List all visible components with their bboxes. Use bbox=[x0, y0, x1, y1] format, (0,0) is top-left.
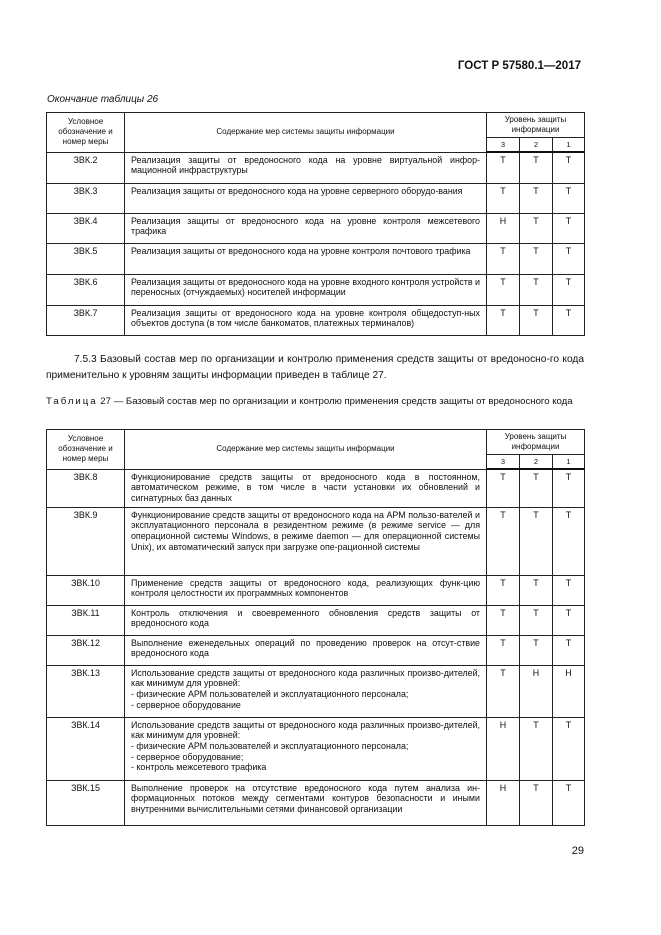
level-3-value: Т bbox=[487, 507, 520, 575]
table-row bbox=[47, 575, 585, 605]
level-1-value: Т bbox=[553, 605, 585, 635]
level-3-value: Т bbox=[487, 305, 520, 335]
table-row bbox=[47, 274, 585, 305]
level-2-value: Т bbox=[520, 305, 553, 335]
standard-code: ГОСТ Р 57580.1—2017 bbox=[457, 60, 581, 72]
measure-description bbox=[125, 717, 487, 780]
level-2-value: Т bbox=[520, 507, 553, 575]
measure-description: Функционирование средств защиты от вредоносного кода в постоянном, автоматическом режиме, в том числе в части установки их обновлений и сигнатурных баз данных bbox=[125, 469, 487, 507]
level-1-value: Т bbox=[553, 469, 585, 507]
measure-description: Выполнение еженедельных операций по проведению проверок на отсут-ствие вредоносного кода bbox=[125, 635, 487, 665]
table-row bbox=[47, 183, 585, 213]
table-row bbox=[47, 213, 585, 243]
level-1-value: Т bbox=[553, 717, 585, 780]
measure-list-item: - серверное оборудование; bbox=[131, 751, 244, 762]
measure-description: Применение средств защиты от вредоносного кода, реализующих функ-цию контроля целостности их программных компонентов bbox=[125, 575, 487, 605]
level-1-value: Т bbox=[553, 507, 585, 575]
level-1-value: Т bbox=[553, 575, 585, 605]
measure-code: ЗВК.4 bbox=[47, 213, 125, 243]
measure-code: ЗВК.12 bbox=[47, 635, 125, 665]
table-row bbox=[47, 243, 585, 274]
level-3-value: Т bbox=[487, 152, 520, 183]
header-level-2: 2 bbox=[520, 138, 553, 153]
measure-description: Выполнение проверок на отсутствие вредоносного кода путем анализа ин-формационных потоков между сегментами контуров безопасности и иными внутренними вычислительными сетями финансовой организации bbox=[125, 780, 487, 825]
measure-list-item: - физические АРМ пользователей и эксплуатационного персонала; bbox=[131, 740, 409, 751]
level-1-value: Т bbox=[553, 635, 585, 665]
table-row bbox=[47, 605, 585, 635]
table-26 bbox=[46, 112, 585, 336]
table-26-body bbox=[47, 152, 585, 335]
level-2-value: Н bbox=[520, 665, 553, 717]
level-2-value: Т bbox=[520, 469, 553, 507]
header-level-3: 3 bbox=[487, 455, 520, 470]
level-3-value: Т bbox=[487, 183, 520, 213]
table-row bbox=[47, 717, 585, 780]
section-7-5-3-paragraph: 7.5.3 Базовый состав мер по организации и контролю применения средств защиты от вредоносно-го кода применительно к уровням защиты информации приведен в таблице 27. bbox=[46, 354, 584, 381]
level-2-value: Т bbox=[520, 152, 553, 183]
level-1-value: Н bbox=[553, 665, 585, 717]
level-3-value: Т bbox=[487, 274, 520, 305]
measure-description: Реализация защиты от вредоносного кода на уровне контроля общедоступ-ных объектов доступа (в том числе банкоматов, платежных терминалов) bbox=[125, 305, 487, 335]
level-1-value: Т bbox=[553, 183, 585, 213]
measure-description: Реализация защиты от вредоносного кода на уровне виртуальной инфор-мационной инфраструктуры bbox=[125, 152, 487, 183]
measure-code: ЗВК.8 bbox=[47, 469, 125, 507]
measure-description: Реализация защиты от вредоносного кода на уровне контроля почтового трафика bbox=[125, 243, 487, 274]
measure-intro: Использование средств защиты от вредоносного кода различных произво-дителей, как минимум для уровней: bbox=[131, 719, 480, 741]
level-2-value: Т bbox=[520, 183, 553, 213]
header-content: Содержание мер системы защиты информации bbox=[125, 113, 487, 153]
table-row bbox=[47, 152, 585, 183]
measure-code: ЗВК.13 bbox=[47, 665, 125, 717]
level-3-value: Н bbox=[487, 717, 520, 780]
measure-description bbox=[125, 665, 487, 717]
level-3-value: Т bbox=[487, 635, 520, 665]
level-2-value: Т bbox=[520, 274, 553, 305]
level-1-value: Т bbox=[553, 305, 585, 335]
table-label: Таблица bbox=[46, 396, 98, 407]
measure-list-item: - серверное оборудование bbox=[131, 699, 241, 710]
header-level: Уровень защиты информации bbox=[487, 113, 585, 138]
level-1-value: Т bbox=[553, 274, 585, 305]
page-number: 29 bbox=[571, 845, 584, 857]
measure-code: ЗВК.2 bbox=[47, 152, 125, 183]
level-2-value: Т bbox=[520, 213, 553, 243]
measure-code: ЗВК.11 bbox=[47, 605, 125, 635]
table-27 bbox=[46, 429, 585, 826]
measure-code: ЗВК.14 bbox=[47, 717, 125, 780]
measure-description: Функционирование средств защиты от вредоносного кода на АРМ пользо-вателей и эксплуатационного персонала в резидентном режиме (в режиме service — для операционной системы Windows, в режиме daemon — для операционной системы Unix), их автоматический запуск при загрузке опе-рационной системы bbox=[125, 507, 487, 575]
level-2-value: Т bbox=[520, 605, 553, 635]
level-1-value: Т bbox=[553, 213, 585, 243]
level-2-value: Т bbox=[520, 243, 553, 274]
measure-code: ЗВК.9 bbox=[47, 507, 125, 575]
level-1-value: Т bbox=[553, 152, 585, 183]
level-2-value: Т bbox=[520, 575, 553, 605]
level-1-value: Т bbox=[553, 243, 585, 274]
level-2-value: Т bbox=[520, 635, 553, 665]
measure-code: ЗВК.10 bbox=[47, 575, 125, 605]
level-3-value: Н bbox=[487, 780, 520, 825]
measure-code: ЗВК.15 bbox=[47, 780, 125, 825]
level-1-value: Т bbox=[553, 780, 585, 825]
table-row bbox=[47, 469, 585, 507]
header-level: Уровень защиты информации bbox=[487, 430, 585, 455]
measure-description: Реализация защиты от вредоносного кода на уровне контроля межсетевого трафика bbox=[125, 213, 487, 243]
measure-code: ЗВК.5 bbox=[47, 243, 125, 274]
measure-code: ЗВК.3 bbox=[47, 183, 125, 213]
measure-code: ЗВК.6 bbox=[47, 274, 125, 305]
header-level-1: 1 bbox=[553, 455, 585, 470]
measure-description: Контроль отключения и своевременного обновления средств защиты от вредоносного кода bbox=[125, 605, 487, 635]
header-level-2: 2 bbox=[520, 455, 553, 470]
header-level-1: 1 bbox=[553, 138, 585, 153]
level-3-value: Т bbox=[487, 469, 520, 507]
level-3-value: Т bbox=[487, 665, 520, 717]
table-27-caption bbox=[46, 396, 586, 408]
level-3-value: Т bbox=[487, 243, 520, 274]
table-row bbox=[47, 507, 585, 575]
table-27-title: 27 — Базовый состав мер по организации и контролю применения средств защиты от вредоносного кода bbox=[100, 396, 573, 407]
level-3-value: Т bbox=[487, 575, 520, 605]
level-3-value: Н bbox=[487, 213, 520, 243]
level-2-value: Т bbox=[520, 780, 553, 825]
header-code: Условное обозначение и номер меры bbox=[47, 430, 125, 470]
measure-code: ЗВК.7 bbox=[47, 305, 125, 335]
header-level-3: 3 bbox=[487, 138, 520, 153]
table-26-continuation-caption: Окончание таблицы 26 bbox=[47, 94, 159, 105]
measure-intro: Использование средств защиты от вредоносного кода различных произво-дителей, как минимум для уровней: bbox=[131, 667, 480, 689]
table-row bbox=[47, 635, 585, 665]
level-2-value: Т bbox=[520, 717, 553, 780]
level-3-value: Т bbox=[487, 605, 520, 635]
header-code: Условное обозначение и номер меры bbox=[47, 113, 125, 153]
measure-description: Реализация защиты от вредоносного кода на уровне входного контроля устройств и переносных (отчуждаемых) носителей информации bbox=[125, 274, 487, 305]
measure-list-item: - физические АРМ пользователей и эксплуатационного персонала; bbox=[131, 688, 409, 699]
measure-list-item: - контроль межсетевого трафика bbox=[131, 762, 267, 773]
measure-description: Реализация защиты от вредоносного кода на уровне серверного оборудо-вания bbox=[125, 183, 487, 213]
header-content: Содержание мер системы защиты информации bbox=[125, 430, 487, 470]
table-row bbox=[47, 665, 585, 717]
table-row bbox=[47, 780, 585, 825]
table-27-body bbox=[47, 469, 585, 825]
table-row bbox=[47, 305, 585, 335]
